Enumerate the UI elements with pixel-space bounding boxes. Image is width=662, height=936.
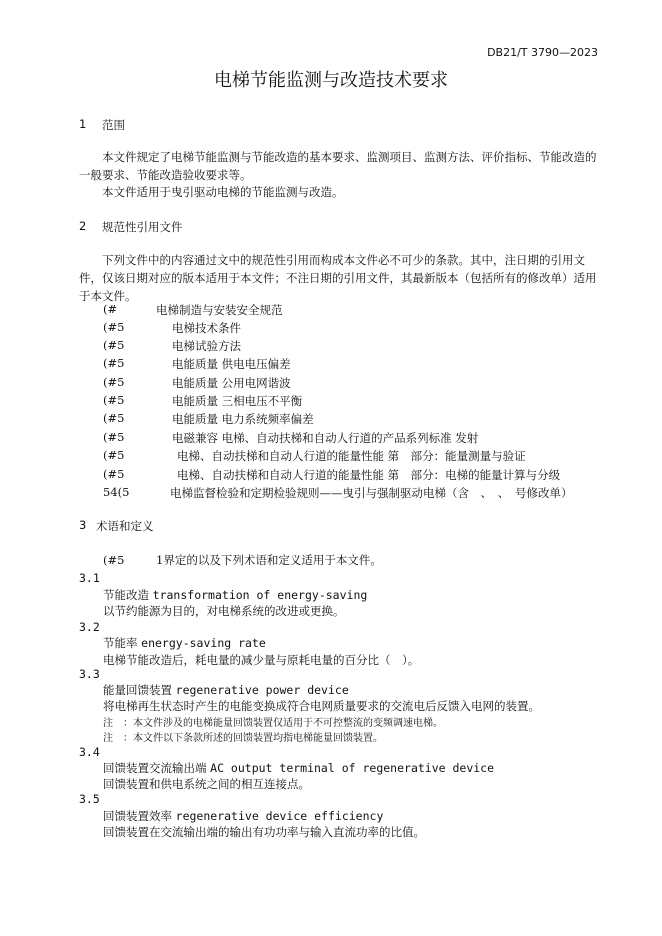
term-name-en: regenerative power device [175, 683, 349, 697]
term-name-en: regenerative device efficiency [175, 809, 384, 823]
reference-title: 电磁兼容 电梯、自动扶梯和自动人行道的产品系列标准 发射 [172, 431, 479, 445]
term-name-en: AC output terminal of regenerative device [210, 761, 495, 775]
term-name-zh: 节能率 [103, 636, 138, 650]
term-definition: 回馈装置和供电系统之间的相互连接点。 [103, 777, 310, 791]
reference-code: (#5 [103, 411, 125, 425]
section-1-paragraph-2: 本文件适用于曳引驱动电梯的节能监测与改造。 [102, 185, 344, 199]
section-1-paragraph-1: 本文件规定了电梯节能监测与节能改造的基本要求、监测项目、监测方法、评价指标、节能改造的一般要求、节能改造验收要求等。 [79, 150, 597, 182]
term-name-zh: 能量回馈装置 [103, 683, 172, 697]
reference-code: (#5 [103, 320, 125, 334]
section-3-number: 3 [79, 518, 87, 532]
reference-title: 电梯技术条件 [172, 321, 241, 335]
term-number: 3.1 [79, 571, 100, 585]
section-3-intro-code: (#5 [103, 553, 125, 567]
reference-code: (#5 [103, 467, 125, 481]
reference-code: 54(5 [103, 485, 130, 499]
page-title: 电梯节能监测与改造技术要求 [214, 70, 448, 91]
section-2-paragraph: 下列文件中的内容通过文中的规范性引用而构成本文件必不可少的条款。其中，注日期的引用文件，仅该日期对应的版本适用于本文件；不注日期的引用文件，其最新版本（包括所有的修改单）适用于本文件。 [79, 253, 597, 303]
term-heading [103, 682, 349, 698]
reference-code: (# [103, 302, 118, 316]
term-number: 3.3 [79, 667, 100, 681]
reference-code: (#5 [103, 430, 125, 444]
reference-code: (#5 [103, 393, 125, 407]
reference-code: (#5 [103, 375, 125, 389]
term-number: 3.4 [79, 745, 100, 759]
reference-title: 电能质量 供电电压偏差 [172, 357, 291, 371]
term-heading [103, 808, 383, 824]
term-heading [103, 760, 494, 776]
term-heading [103, 635, 266, 651]
reference-title: 电梯、自动扶梯和自动人行道的能量性能 第 部分：能量测量与验证 [177, 449, 526, 463]
section-2-title: 规范性引用文件 [102, 220, 183, 234]
term-note: 注 ：本文件以下条款所述的回馈装置均指电梯能量回馈装置。 [103, 733, 383, 744]
reference-title: 电能质量 三相电压不平衡 [172, 394, 303, 408]
reference-title: 电梯监督检验和定期检验规则——曳引与强制驱动电梯（含 、 、 号修改单） [170, 486, 573, 500]
section-1-number: 1 [79, 117, 87, 131]
reference-title: 电梯制造与安装安全规范 [156, 303, 283, 317]
term-number: 3.2 [79, 620, 100, 634]
term-name-zh: 回馈装置交流输出端 [103, 761, 207, 775]
reference-title: 电梯试验方法 [172, 339, 241, 353]
reference-code: (#5 [103, 356, 125, 370]
term-definition: 回馈装置在交流输出端的输出有功功率与输入直流功率的比值。 [103, 825, 425, 839]
term-name-en: energy-saving rate [141, 636, 266, 650]
reference-title: 电能质量 电力系统频率偏差 [172, 412, 314, 426]
term-number: 3.5 [79, 792, 100, 806]
reference-title: 电能质量 公用电网谐波 [172, 376, 291, 390]
reference-title: 电梯、自动扶梯和自动人行道的能量性能 第 部分：电梯的能量计算与分级 [177, 468, 561, 482]
term-definition: 电梯节能改造后，耗电量的减少量与原耗电量的百分比（ ）。 [103, 653, 420, 667]
term-name-zh: 回馈装置效率 [103, 809, 172, 823]
term-note: 注 ：本文件涉及的电梯能量回馈装置仅适用于不可控整流的变频调速电梯。 [103, 718, 443, 729]
reference-code: (#5 [103, 338, 125, 352]
reference-code: (#5 [103, 448, 125, 462]
document-number: DB21/T 3790—2023 [487, 46, 598, 59]
section-1-title: 范围 [102, 118, 125, 132]
term-definition: 将电梯再生状态时产生的电能变换成符合电网质量要求的交流电后反馈入电网的装置。 [103, 699, 540, 713]
term-name-en: transformation of energy-saving [152, 588, 368, 602]
section-3-title: 术语和定义 [96, 519, 154, 533]
section-3-intro-text: 1界定的以及下列术语和定义适用于本文件。 [156, 553, 382, 567]
term-name-zh: 节能改造 [103, 588, 149, 602]
term-definition: 以节约能源为目的，对电梯系统的改进或更换。 [103, 604, 345, 618]
section-2-number: 2 [79, 219, 87, 233]
term-heading [103, 587, 367, 603]
